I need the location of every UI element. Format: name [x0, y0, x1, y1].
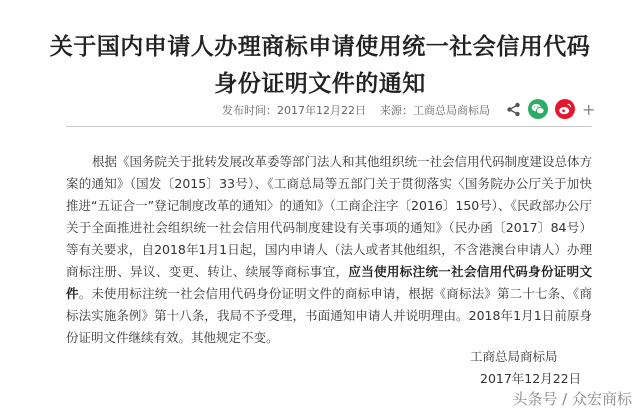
signature-block: [470, 346, 581, 390]
notice-text-part2: 。未使用标注统一社会信用代码身份证明文件的商标申请，根据《商标法》第二十七条、《商标法实施条例》第十八条，我局不予受理，书面通知申请人并说明理由。2018年1月1日前原身份证明文件继续有效。其他规定不变。: [66, 286, 592, 345]
share-bar: [506, 98, 595, 120]
plus-icon[interactable]: +: [582, 99, 596, 119]
notice-body: [66, 151, 592, 349]
weibo-icon[interactable]: [555, 99, 575, 119]
watermark: 头条号 / 众宏商标: [512, 390, 632, 408]
header-divider: [66, 126, 592, 127]
wechat-icon[interactable]: [528, 99, 548, 119]
article-meta: [222, 101, 490, 119]
article-title: 关于国内申请人办理商标申请使用统一社会信用代码身份证明文件的通知: [49, 34, 591, 97]
notice-text-emphasis: 应当使用标注统一社会信用代码身份证明文件: [66, 264, 592, 301]
article-source: 来源：工商总局商标局: [380, 104, 490, 117]
notice-text-part1: 根据《国务院关于批转发展改革委等部门法人和其他组织统一社会信用代码制度建设总体方案的通知》（国发〔2015〕33号）、《工商总局等五部门关于贯彻落实〈国务院办公厅关于加快推进“五证合一”登记制度改革的通知〉的通知》（工商企注字〔2016〕150号）、《民政部办公厅关于全面推进社会组织统一社会信用代码制度建设有关事项的通知》（民办函〔2017〕84号）等有关要求，自2018年1月1日起，国内申请人（法人或者其他组织，不含港澳台申请人）办理商标注册、异议、变更、转让、续展等商标事宜，: [66, 154, 593, 279]
share-icon[interactable]: [506, 102, 521, 117]
publish-date: 发布时间：2017年12月22日: [222, 104, 366, 117]
signature-org: 工商总局商标局: [470, 349, 558, 364]
signature-date: 2017年12月22日: [480, 371, 582, 386]
